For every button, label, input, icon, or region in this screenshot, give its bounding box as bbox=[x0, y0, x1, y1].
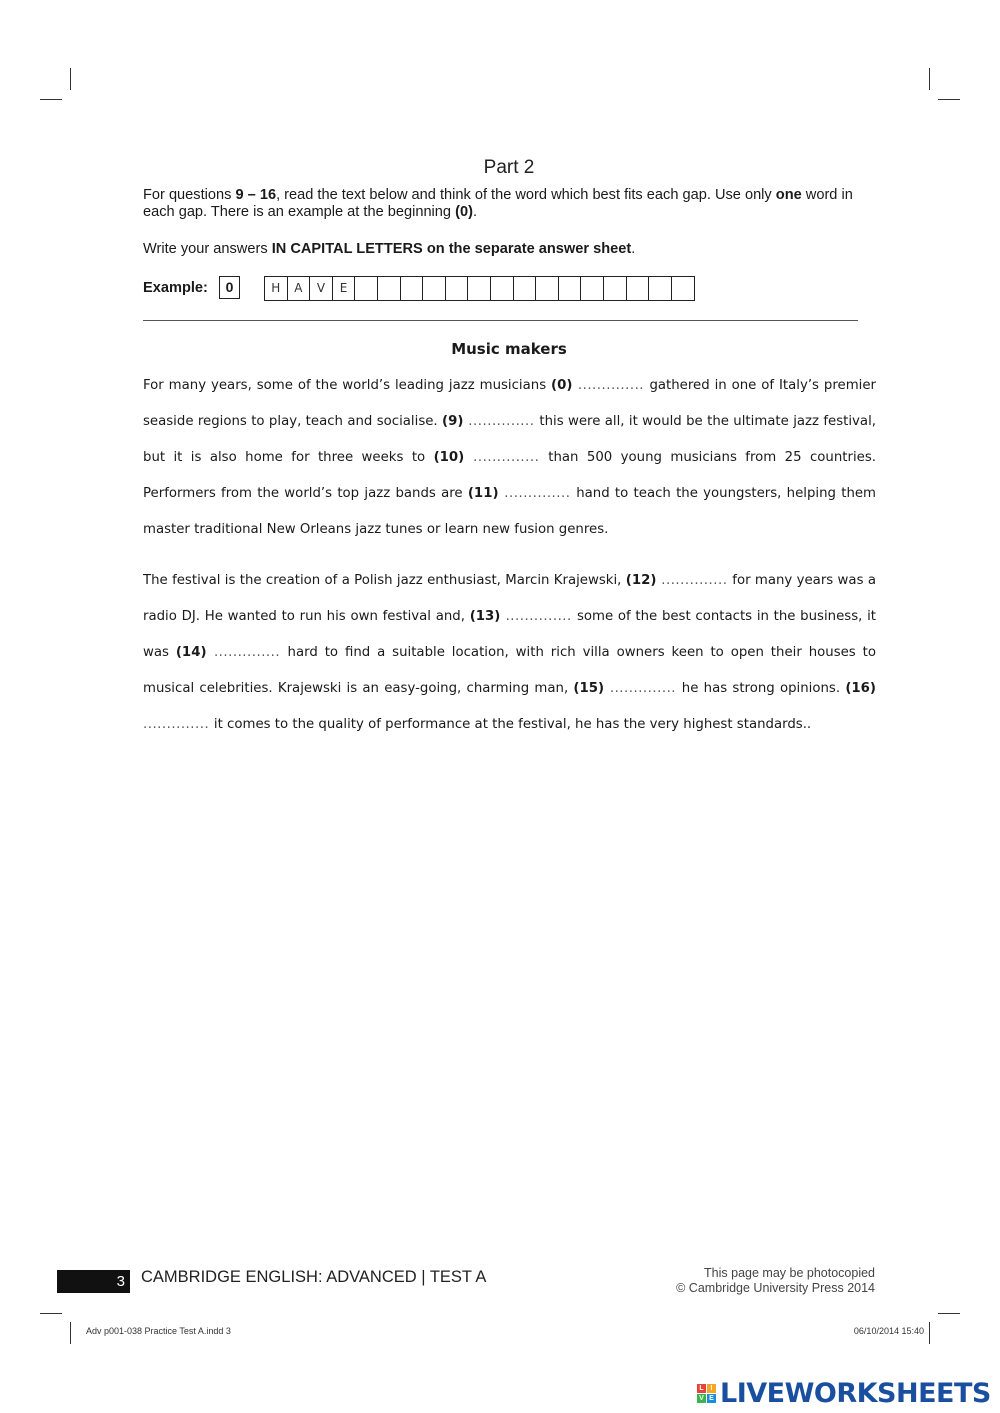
logo-letter: E bbox=[707, 1394, 716, 1403]
bold-run: (0) bbox=[455, 204, 473, 220]
paragraph-2 bbox=[143, 563, 876, 743]
crop-mark bbox=[70, 1322, 71, 1344]
answer-gap[interactable]: .............. bbox=[498, 486, 577, 501]
question-number: (9) bbox=[442, 414, 464, 429]
text-run: . bbox=[472, 204, 477, 220]
question-number: (10) bbox=[433, 450, 465, 465]
answer-gap[interactable]: .............. bbox=[143, 717, 214, 732]
passage-text: hard to find a suitable location, with rich villa owners keen to open their houses to musical celebrities. Krajewski is an easy-going, charming man, bbox=[143, 645, 876, 696]
logo-letter: I bbox=[707, 1384, 716, 1393]
date-slug: 06/10/2014 15:40 bbox=[853, 1326, 924, 1336]
example-label: Example: bbox=[143, 280, 208, 296]
instructions bbox=[143, 187, 878, 221]
answer-letter-box bbox=[401, 277, 424, 300]
answer-letter-box bbox=[559, 277, 582, 300]
bold-run: IN CAPITAL LETTERS on the separate answer sheet bbox=[271, 241, 632, 257]
part-title: Part 2 bbox=[483, 157, 535, 178]
file-slug: Adv p001-038 Practice Test A.indd 3 bbox=[86, 1326, 231, 1336]
answer-letter-box bbox=[378, 277, 401, 300]
question-number: (12) bbox=[625, 573, 657, 588]
text-run: For questions bbox=[143, 187, 236, 203]
crop-mark bbox=[40, 1313, 62, 1314]
example-number-box: 0 bbox=[219, 276, 240, 299]
answer-gap[interactable]: .............. bbox=[464, 450, 549, 465]
answer-gap[interactable]: .............. bbox=[500, 609, 577, 624]
logo-text: LIVEWORKSHEETS bbox=[720, 1378, 991, 1409]
passage-text: than 500 young musicians from 25 countries. Performers from the world’s top jazz bands are bbox=[143, 450, 876, 501]
text-title: Music makers bbox=[451, 340, 567, 358]
answer-gap[interactable]: .............. bbox=[656, 573, 733, 588]
crop-mark bbox=[929, 68, 930, 90]
paragraph-1 bbox=[143, 368, 876, 548]
passage-text: it comes to the quality of performance at the festival, he has the very highest standards.. bbox=[213, 717, 812, 732]
question-number: (15) bbox=[573, 681, 605, 696]
series-title: CAMBRIDGE ENGLISH: ADVANCED | TEST A bbox=[141, 1268, 487, 1286]
text-run: word in each gap. There is an example at the beginning bbox=[143, 187, 853, 220]
answer-letter-box bbox=[468, 277, 491, 300]
divider bbox=[143, 320, 858, 321]
answer-letter-box bbox=[649, 277, 672, 300]
question-number: (11) bbox=[467, 486, 499, 501]
bold-run: one bbox=[775, 187, 802, 203]
copyright-notice bbox=[600, 1266, 875, 1296]
answer-instructions bbox=[143, 241, 635, 257]
question-number: (13) bbox=[469, 609, 501, 624]
answer-letter-box bbox=[672, 277, 695, 300]
passage-text: hand to teach the youngsters, helping them master traditional New Orleans jazz tunes or learn new fusion genres. bbox=[143, 486, 877, 537]
crop-mark bbox=[938, 99, 960, 100]
passage-text: for many years was a radio DJ. He wanted to run his own festival and, bbox=[143, 573, 876, 624]
page-number: 3 bbox=[57, 1270, 130, 1293]
answer-letter-box bbox=[514, 277, 537, 300]
answer-letter-box: A bbox=[288, 277, 311, 300]
logo-letter: L bbox=[697, 1384, 706, 1393]
question-number: (0) bbox=[551, 378, 573, 393]
answer-letter-box bbox=[491, 277, 514, 300]
text-run: . bbox=[631, 241, 636, 257]
answer-gap[interactable]: .............. bbox=[206, 645, 288, 660]
question-number: (16) bbox=[845, 681, 876, 696]
passage-text: For many years, some of the world’s leading jazz musicians bbox=[143, 378, 552, 393]
answer-gap[interactable]: .............. bbox=[604, 681, 682, 696]
text-run: Write your answers bbox=[143, 241, 272, 257]
answer-letter-box bbox=[627, 277, 650, 300]
answer-letter-box bbox=[536, 277, 559, 300]
passage-text: some of the best contacts in the business, it was bbox=[143, 609, 876, 660]
crop-mark bbox=[70, 68, 71, 90]
answer-letter-box bbox=[423, 277, 446, 300]
passage-text: he has strong opinions. bbox=[681, 681, 846, 696]
logo-grid-icon bbox=[697, 1384, 716, 1403]
answer-letter-box: E bbox=[333, 277, 356, 300]
crop-mark bbox=[929, 1322, 930, 1344]
passage-text: The festival is the creation of a Polish jazz enthusiast, Marcin Krajewski, bbox=[143, 573, 626, 588]
question-number: (14) bbox=[175, 645, 207, 660]
answer-letter-box bbox=[446, 277, 469, 300]
logo-letter: V bbox=[697, 1394, 706, 1403]
answer-letter-box bbox=[355, 277, 378, 300]
text-run: , read the text below and think of the word which best fits each gap. Use only bbox=[276, 187, 776, 203]
passage-text: gathered in one of Italy’s premier seaside regions to play, teach and socialise. bbox=[143, 378, 876, 429]
answer-gap[interactable]: .............. bbox=[463, 414, 540, 429]
answer-gap[interactable]: .............. bbox=[572, 378, 650, 393]
photocopy-note: This page may be photocopied bbox=[704, 1266, 875, 1280]
example-answer-boxes bbox=[264, 276, 695, 301]
answer-letter-box: V bbox=[310, 277, 333, 300]
crop-mark bbox=[40, 99, 62, 100]
passage-text: this were all, it would be the ultimate jazz festival, but it is also home for three weeks to bbox=[143, 414, 876, 465]
answer-letter-box bbox=[604, 277, 627, 300]
bold-run: 9 – 16 bbox=[235, 187, 277, 203]
answer-letter-box bbox=[581, 277, 604, 300]
crop-mark bbox=[938, 1313, 960, 1314]
liveworksheets-logo bbox=[697, 1378, 991, 1409]
answer-letter-box: H bbox=[265, 277, 288, 300]
copyright-line: © Cambridge University Press 2014 bbox=[676, 1281, 875, 1295]
